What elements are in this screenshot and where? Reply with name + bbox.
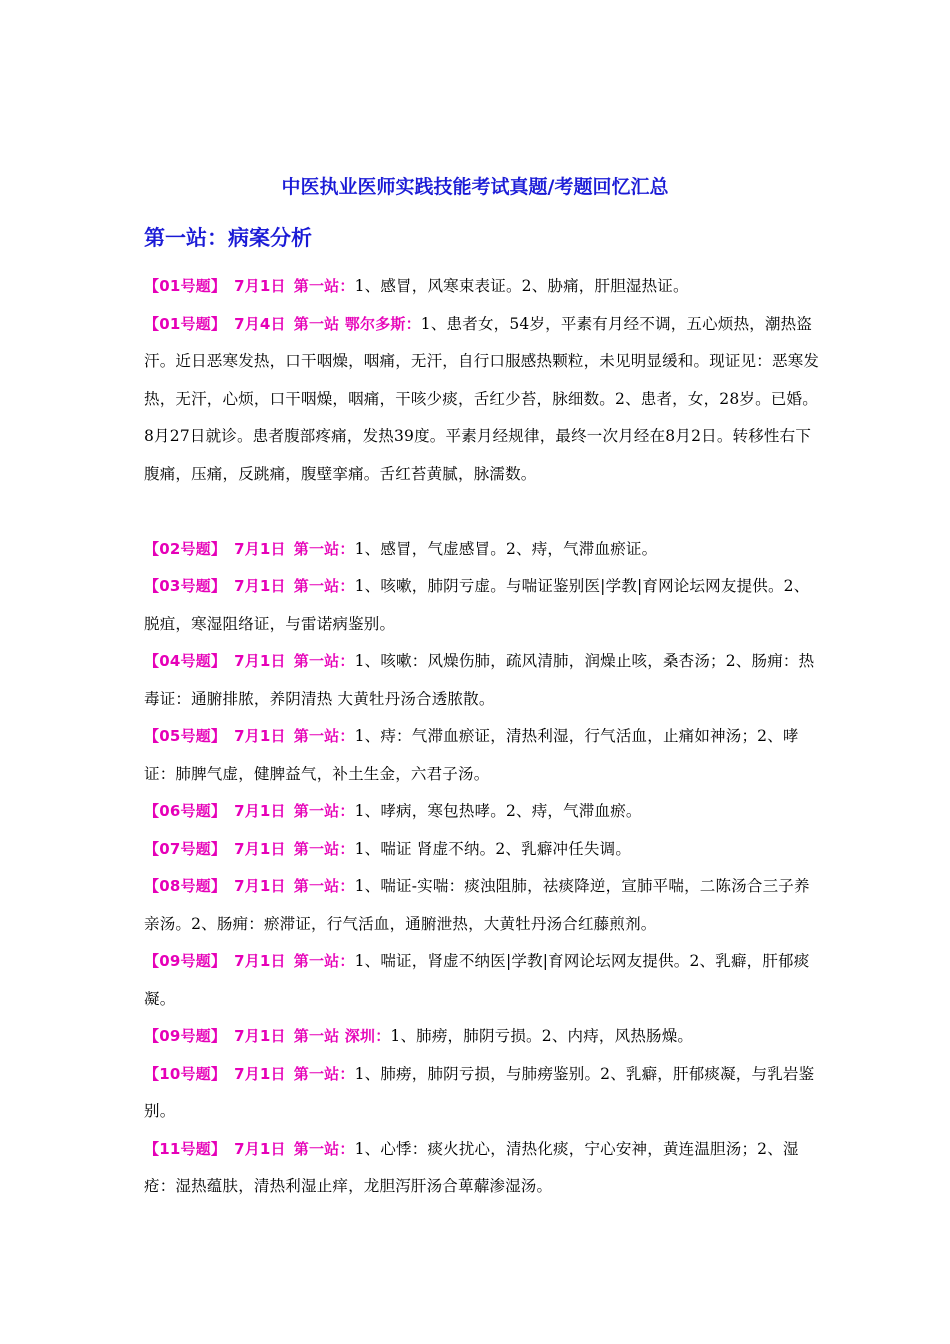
question-number: 【09号题】 [144,1027,227,1045]
question-entry [144,568,824,643]
question-entry [144,268,824,306]
question-number: 【05号题】 [144,727,227,745]
question-entry [144,718,824,793]
question-text: 1、咳嗽：风燥伤肺，疏风清肺，润燥止咳，桑杏汤；2、肠痈：热毒证：通腑排脓，养阴清热 大黄牡丹汤合透脓散。 [144,652,815,708]
question-text: 1、心悸：痰火扰心，清热化痰，宁心安神，黄连温胆汤；2、湿疮：湿热蕴肤，清热利湿止痒，龙胆泻肝汤合萆薢渗湿汤。 [144,1139,799,1195]
question-number: 【06号题】 [144,802,227,820]
question-station: 第一站 鄂尔多斯： [293,314,421,333]
question-text: 1、感冒，风寒束表证。2、胁痛，肝胆湿热证。 [354,277,689,295]
question-number: 【11号题】 [144,1139,227,1158]
question-station: 第一站： [293,652,355,670]
question-text: 1、喘证-实喘：痰浊阻肺，祛痰降逆，宣肺平喘，二陈汤合三子养亲汤。2、肠痈：瘀滞证，行气活血，通腑泄热，大黄牡丹汤合红藤煎剂。 [144,877,810,933]
question-station: 第一站： [293,1064,355,1083]
question-entry [144,643,824,718]
question-station: 第一站： [293,839,355,858]
question-entry [144,793,824,831]
question-date: 7月1日 [234,839,286,858]
question-station: 第一站： [293,877,355,895]
question-text: 1、肺痨，肺阴亏损。2、内痔，风热肠燥。 [390,1027,694,1045]
question-number: 【04号题】 [144,652,227,670]
question-date: 7月1日 [234,1139,286,1158]
question-text: 1、肺痨，肺阴亏损，与肺痨鉴别。2、乳癖，肝郁痰凝，与乳岩鉴别。 [144,1064,815,1120]
question-text: 1、咳嗽，肺阴亏虚。与喘证鉴别医|学教|育网论坛网友提供。2、脱疽，寒湿阻络证，与雷诺病鉴别。 [144,577,810,633]
question-station: 第一站 深圳： [293,1027,391,1045]
question-station: 第一站： [293,277,355,295]
question-entry [144,831,824,869]
question-date: 7月1日 [234,652,286,670]
question-text: 1、患者女，54岁，平素有月经不调，五心烦热，潮热盗汗。近日恶寒发热，口干咽燥，咽痛，无汗，自行口服感热颗粒，未见明显缓和。现证见：恶寒发热，无汗，心烦，口干咽燥，咽痛，干咳少痰，舌红少苔，脉细数。2、患者，女，28岁。已婚。8月27日就诊。患者腹部疼痛，发热39度。平素月经规律，最终一次月经在8月2日。转移性右下腹痛，压痛，反跳痛，腹壁挛痛。舌红苔黄腻，脉濡数。 [144,314,820,483]
question-number: 【08号题】 [144,877,227,895]
question-text: 1、哮病，寒包热哮。2、痔，气滞血瘀。 [354,802,642,820]
question-date: 7月4日 [234,314,286,333]
question-number: 【10号题】 [144,1064,227,1083]
question-entry [144,868,824,943]
question-number: 【01号题】 [144,277,227,295]
document-title: 中医执业医师实践技能考试真题/考题回忆汇总 [281,176,669,198]
question-text: 1、喘证，肾虚不纳医|学教|育网论坛网友提供。2、乳癖，肝郁痰凝。 [144,952,810,1008]
question-text: 1、喘证 肾虚不纳。2、乳癖冲任失调。 [354,839,632,858]
question-date: 7月1日 [234,877,286,895]
question-entry [144,531,824,569]
question-date: 7月1日 [234,577,286,595]
question-number: 【07号题】 [144,839,227,858]
question-date: 7月1日 [234,277,286,295]
question-date: 7月1日 [234,539,286,558]
question-number: 【01号题】 [144,314,227,333]
question-station: 第一站： [293,727,355,745]
question-number: 【03号题】 [144,577,227,595]
question-list [144,268,824,1206]
question-entry [144,1131,824,1206]
question-station: 第一站： [293,577,355,595]
question-date: 7月1日 [234,1027,286,1045]
question-text: 1、痔：气滞血瘀证，清热利湿，行气活血，止痛如神汤；2、哮证：肺脾气虚，健脾益气，补土生金，六君子汤。 [144,727,799,783]
question-number: 【09号题】 [144,952,227,970]
question-entry [144,1056,824,1131]
question-station: 第一站： [293,1139,355,1158]
question-entry [144,306,824,494]
question-entry [144,1018,824,1056]
question-station: 第一站： [293,539,355,558]
question-date: 7月1日 [234,1064,286,1083]
question-date: 7月1日 [234,952,286,970]
question-date: 7月1日 [234,727,286,745]
question-entry [144,943,824,1018]
question-station: 第一站： [293,802,355,820]
question-date: 7月1日 [234,802,286,820]
question-text: 1、感冒，气虚感冒。2、痔，气滞血瘀证。 [354,539,658,558]
question-station: 第一站： [293,952,355,970]
section-heading: 第一站：病案分析 [144,226,312,250]
question-number: 【02号题】 [144,539,227,558]
